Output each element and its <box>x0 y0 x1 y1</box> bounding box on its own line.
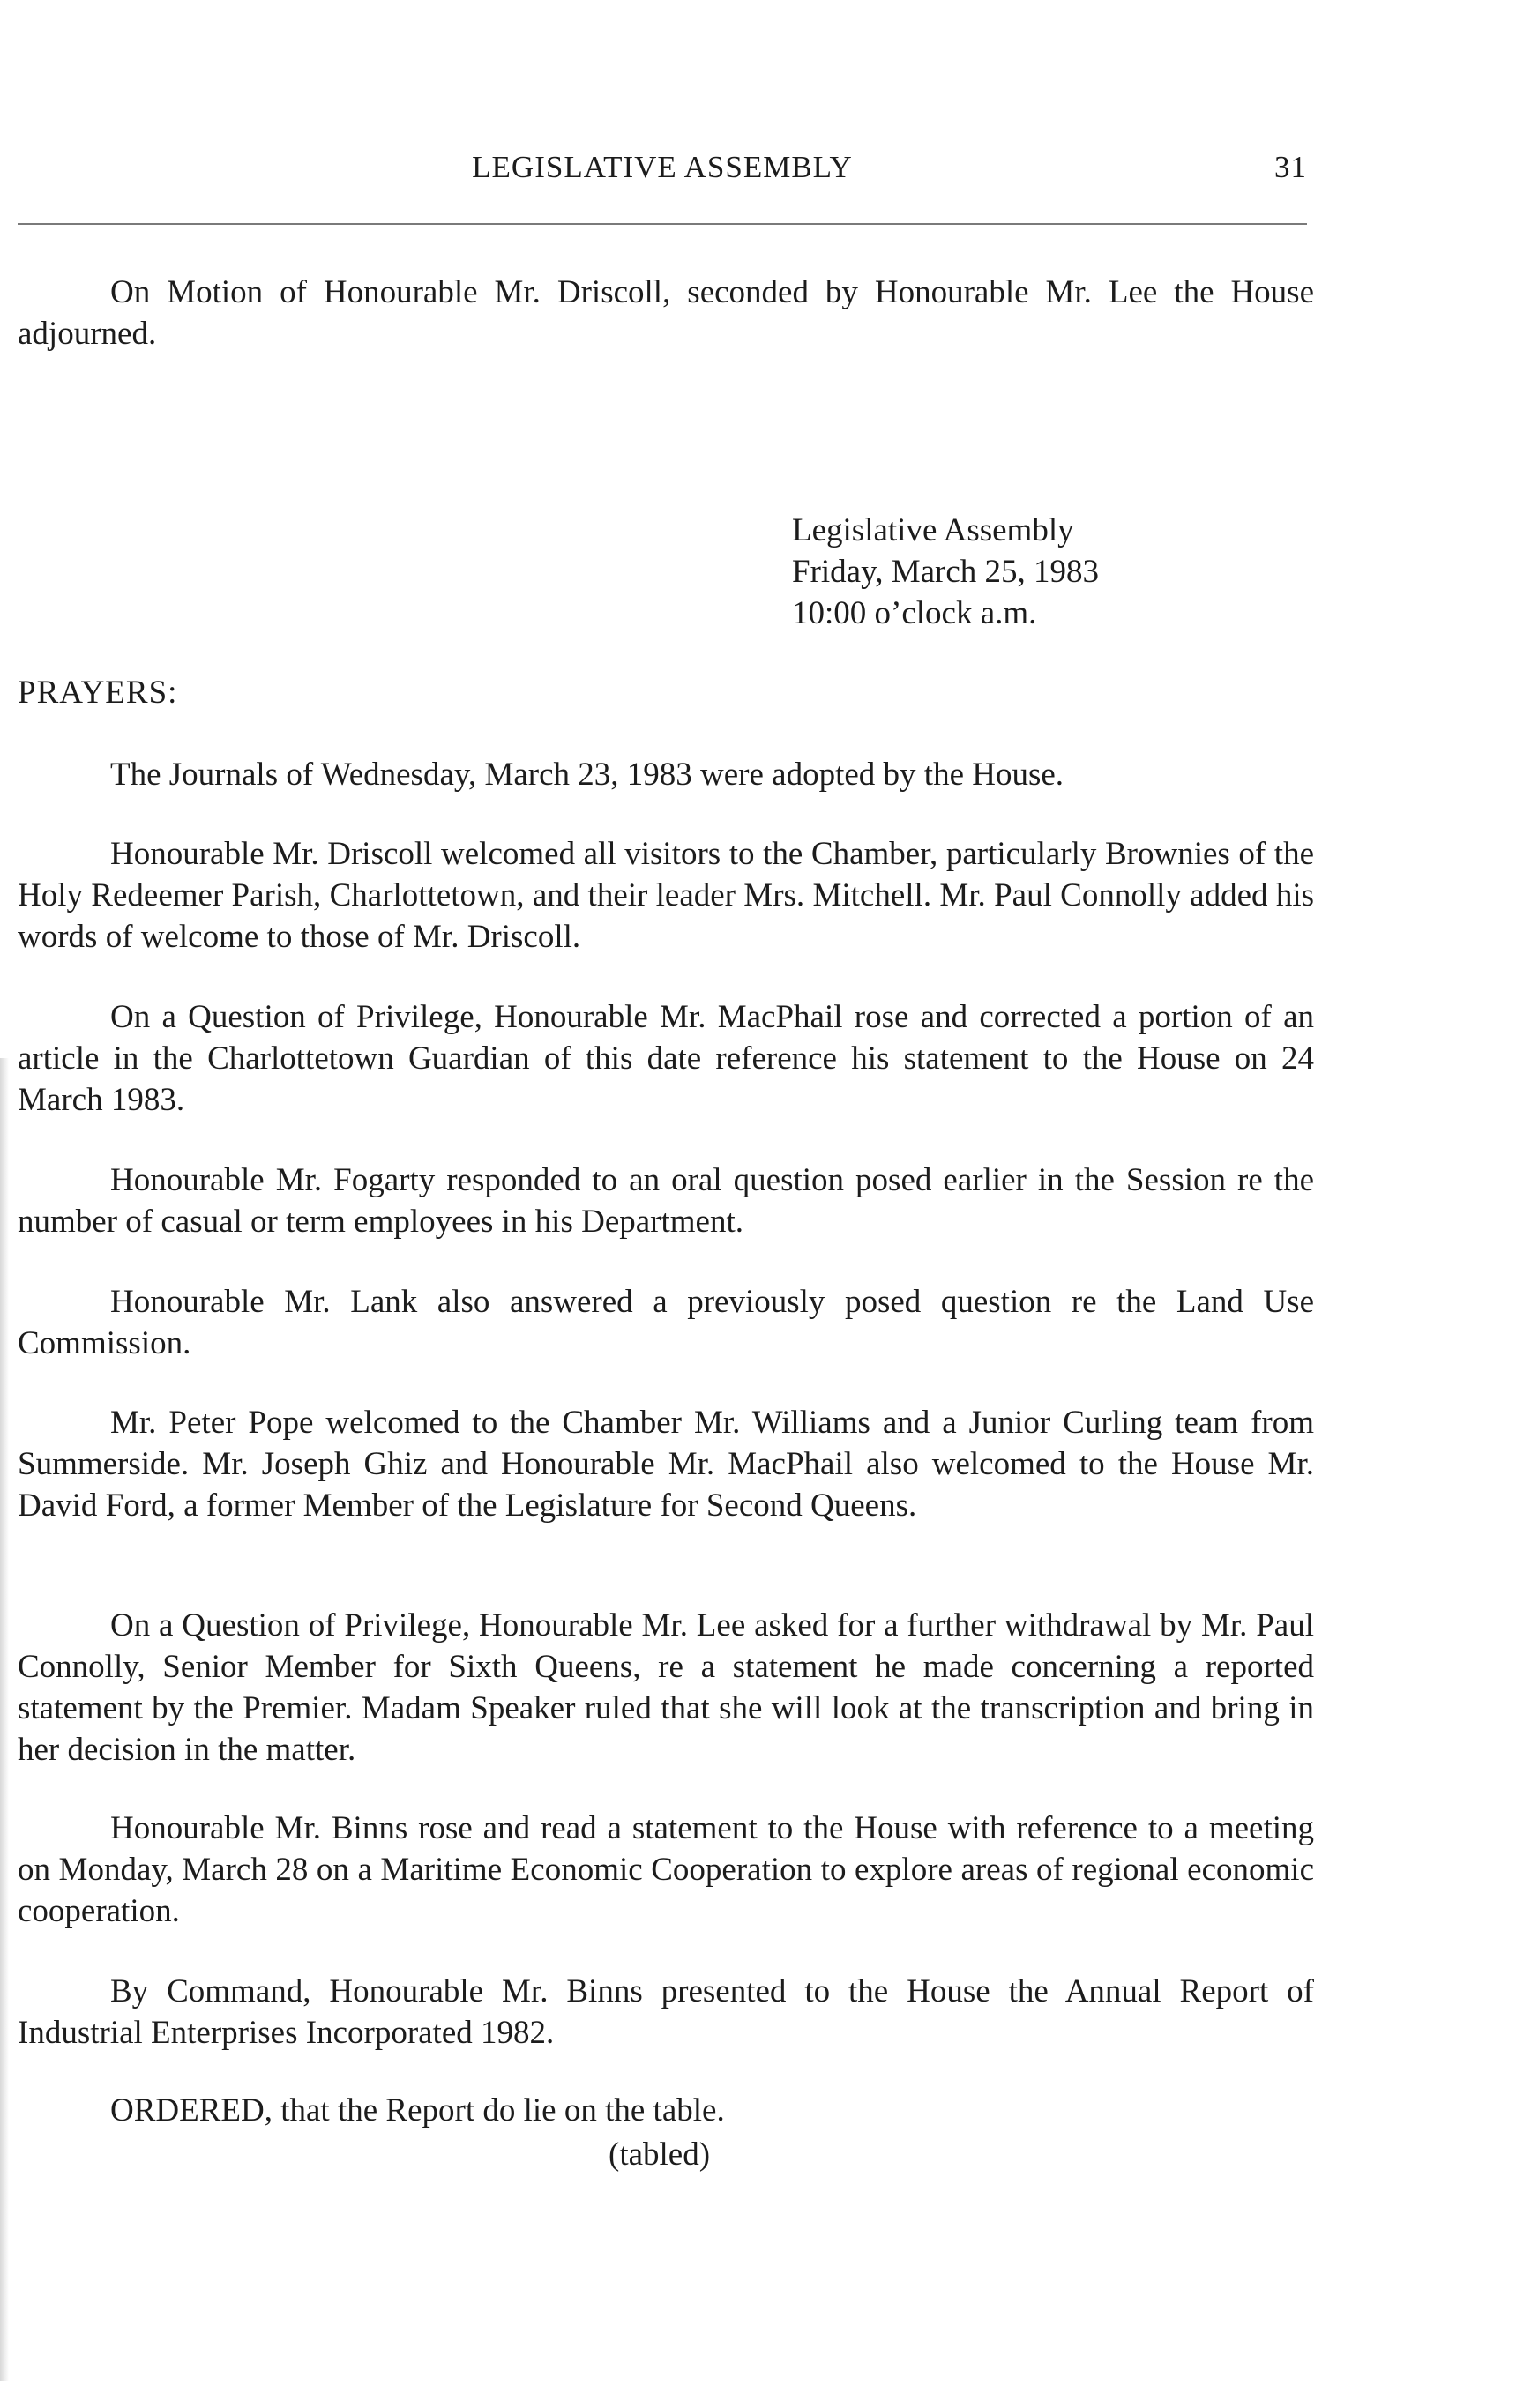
running-head-title: LEGISLATIVE ASSEMBLY <box>472 150 853 184</box>
sitting-body: Legislative Assembly <box>792 512 1074 548</box>
running-head <box>18 150 1307 194</box>
prayers-heading: PRAYERS: <box>18 675 178 711</box>
annual-report-paragraph: By Command, Honourable Mr. Binns presented to the House the Annual Report of Industrial Enterprises Incorporated 1982. <box>18 1973 1314 2051</box>
visitors-welcome-paragraph: Honourable Mr. Driscoll welcomed all visitors to the Chamber, particularly Brownies of the Holy Redeemer Parish, Charlottetown, and their leader Mrs. Mitchell. Mr. Paul Connolly added his words of welcome to those of Mr. Driscoll. <box>18 836 1314 955</box>
binding-edge-shadow <box>0 1058 9 2381</box>
fogarty-response-paragraph: Honourable Mr. Fogarty responded to an oral question posed earlier in the Session re the number of casual or term employees in his Department. <box>18 1162 1314 1240</box>
page-number: 31 <box>1274 150 1307 184</box>
journals-adopted-paragraph: The Journals of Wednesday, March 23, 1983 were adopted by the House. <box>110 757 1064 793</box>
lank-answer-paragraph: Honourable Mr. Lank also answered a previously posed question re the Land Use Commission. <box>18 1284 1314 1361</box>
sitting-heading <box>792 510 1099 634</box>
tabled-note: (tabled) <box>609 2136 711 2173</box>
adjournment-paragraph: On Motion of Honourable Mr. Driscoll, seconded by Honourable Mr. Lee the House adjourned. <box>18 274 1314 352</box>
privilege-lee-paragraph: On a Question of Privilege, Honourable Mr. Lee asked for a further withdrawal by Mr. Paul Connolly, Senior Member for Sixth Queens, re a statement he made concerning a reported statement by the Premier. Madam Speaker ruled that she will look at the transcription and bring in her decision in the matter. <box>18 1607 1314 1768</box>
binns-statement-paragraph: Honourable Mr. Binns rose and read a statement to the House with reference to a meeting on Monday, March 28 on a Maritime Economic Cooperation to explore areas of regional economic cooperation. <box>18 1810 1314 1929</box>
sitting-date: Friday, March 25, 1983 <box>792 554 1100 590</box>
sitting-time: 10:00 o’clock a.m. <box>792 595 1037 631</box>
curling-team-welcome-paragraph: Mr. Peter Pope welcomed to the Chamber Mr. Williams and a Junior Curling team from Summerside. Mr. Joseph Ghiz and Honourable Mr. MacPhail also welcomed to the House Mr. David Ford, a former Member of the Legislature for Second Queens. <box>18 1405 1314 1524</box>
privilege-macphail-paragraph: On a Question of Privilege, Honourable Mr. MacPhail rose and corrected a portion of an article in the Charlottetown Guardian of this date reference his statement to the House on 24 March 1983. <box>18 999 1314 1118</box>
header-rule <box>18 223 1307 225</box>
ordered-paragraph: ORDERED, that the Report do lie on the table. <box>110 2092 725 2128</box>
